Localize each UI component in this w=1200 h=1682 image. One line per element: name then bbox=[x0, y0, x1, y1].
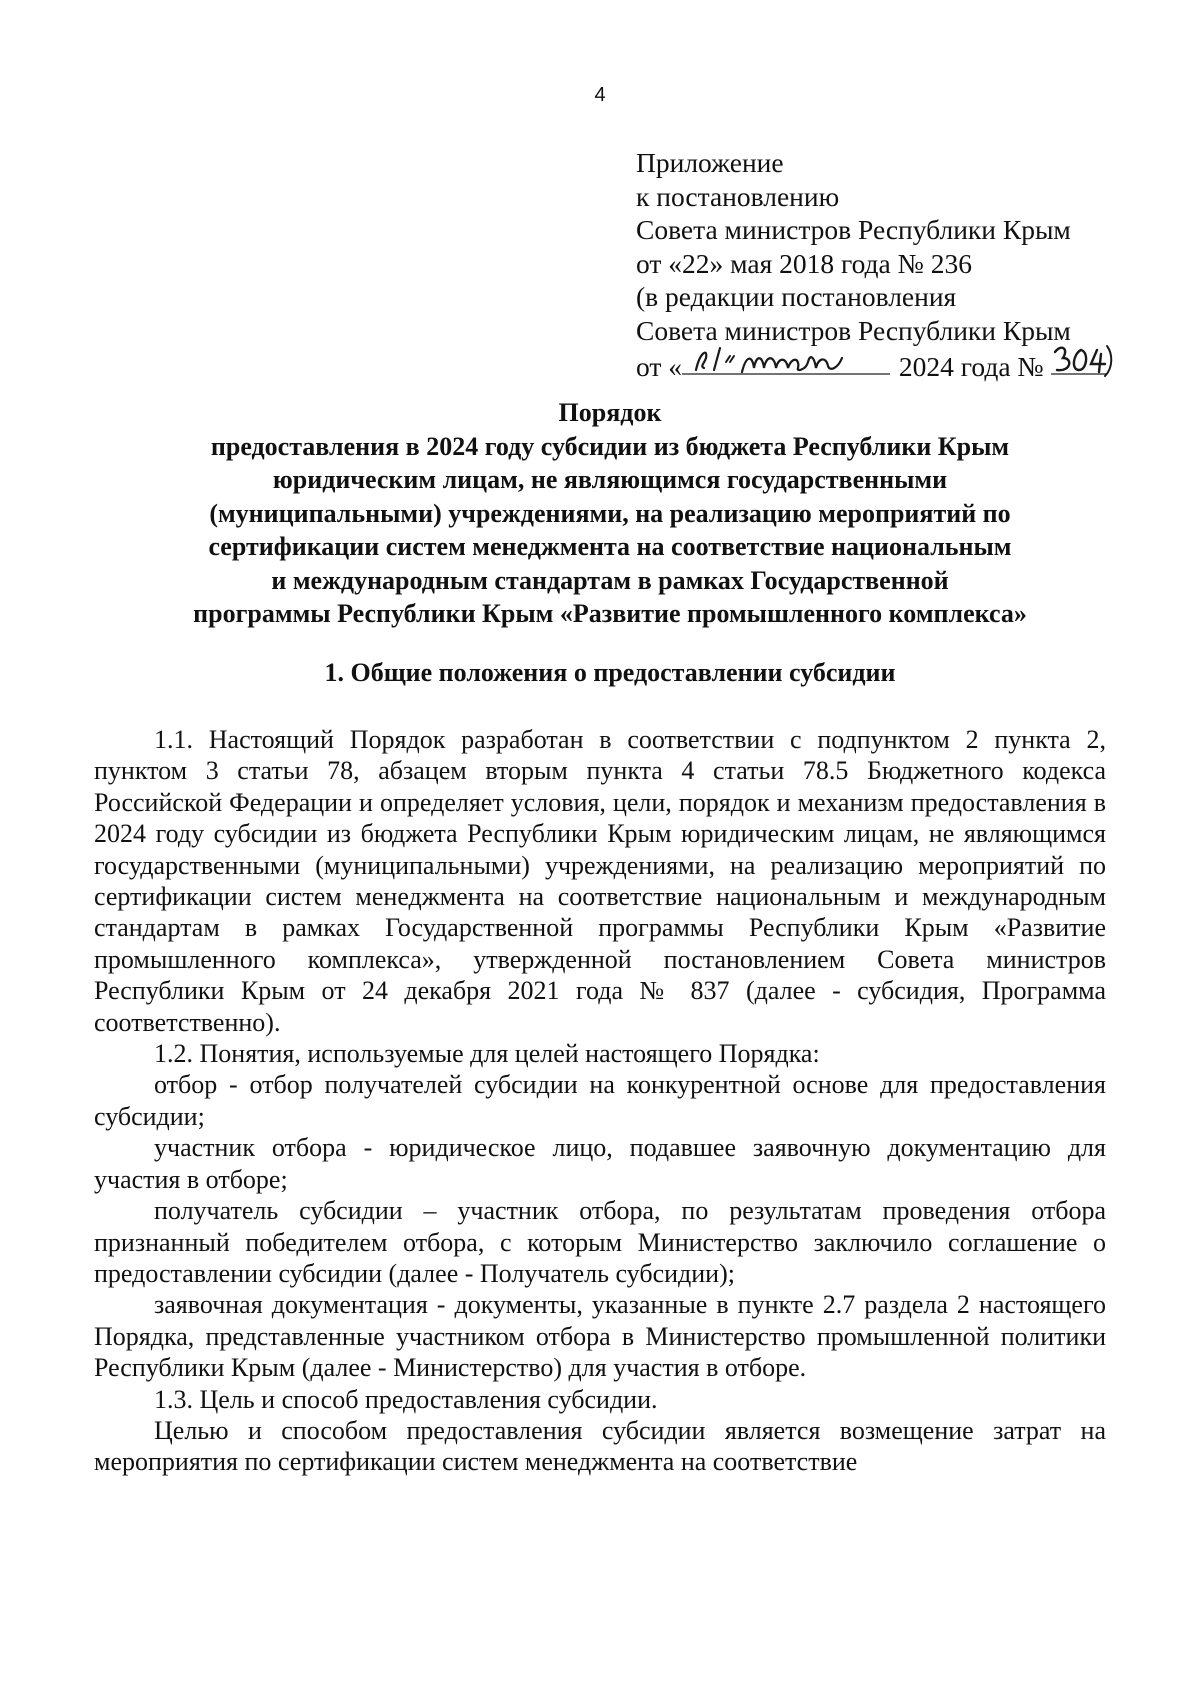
appendix-line-5: (в редакции постановления bbox=[636, 281, 957, 313]
handwritten-number bbox=[1051, 348, 1115, 376]
appendix-year-label: 2024 года № bbox=[898, 350, 1044, 382]
appendix-date-prefix: от « bbox=[636, 350, 683, 382]
handwritten-number-drawing bbox=[1051, 342, 1115, 382]
handwritten-date-drawing bbox=[682, 342, 892, 382]
appendix-line-2: к постановлению bbox=[636, 180, 840, 212]
paragraph: заявочная документация - документы, указанные в пункте 2.7 раздела 2 настоящего Порядка, представленные участником отбора в Министерство промышленной политики Республики Крым (далее - Министерство) для участия в отборе. bbox=[94, 1290, 1106, 1383]
paragraph: 1.2. Понятия, используемые для целей настоящего Порядка: bbox=[154, 1039, 820, 1069]
body-text bbox=[94, 724, 1106, 1478]
paragraph: отбор - отбор получателей субсидии на конкурентной основе для предоставления субсидии; bbox=[94, 1070, 1106, 1131]
paragraph: Целью и способом предоставления субсидии является возмещение затрат на мероприятия по сертификации систем менеджмента на соответствие bbox=[94, 1415, 1106, 1477]
document-title bbox=[110, 396, 1110, 631]
appendix-line-6: Совета министров Республики Крым bbox=[636, 314, 1071, 346]
title-line-7: программы Республики Крым «Развитие промышленного комплекса» bbox=[193, 599, 1027, 628]
paragraph: участник отбора - юридическое лицо, подавшее заявочную документацию для участия в отборе; bbox=[94, 1133, 1106, 1194]
title-line-5: сертификации систем менеджмента на соответствие национальным bbox=[208, 532, 1012, 561]
appendix-line-7 bbox=[636, 348, 1116, 384]
paragraph: 1.3. Цель и способ предоставления субсидии. bbox=[154, 1384, 658, 1414]
title-line-2: предоставления в 2024 году субсидии из бюджета Республики Крым bbox=[210, 431, 1010, 461]
title-line-3: юридическим лицам, не являющимся государственными bbox=[272, 465, 948, 494]
handwritten-date bbox=[682, 348, 892, 376]
page-number: 4 bbox=[594, 84, 606, 106]
section-heading: 1. Общие положения о предоставлении субсидии bbox=[324, 658, 896, 687]
title-line-1: Порядок bbox=[558, 398, 662, 427]
appendix-line-1: Приложение bbox=[636, 147, 784, 178]
appendix-line-4: от «22» мая 2018 года № 236 bbox=[636, 247, 972, 279]
paragraph: 1.1. Настоящий Порядок разработан в соответствии с подпунктом 2 пункта 2, пунктом 3 статьи 78, абзацем вторым пункта 4 статьи 78.5 Бюджетного кодекса Российской Федерации и определяет условия, цели, порядок и механизм предоставления в 2024 году субсидии из бюджета Республики Крым юридическим лицам, не являющимся государственными (муниципальными) учреждениями, на реализацию мероприятий по сертификации систем менеджмента на соответствие национальным и международным стандартам в рамках Государственной программы Республики Крым «Развитие промышленного комплекса», утвержденной постановлением Совета министров Республики Крым от 24 декабря 2021 года № 837 (далее - субсидия, Программа соответственно). bbox=[94, 725, 1106, 1037]
title-line-4: (муниципальными) учреждениями, на реализацию мероприятий по bbox=[209, 498, 1011, 528]
appendix-block bbox=[636, 146, 1116, 383]
paragraph: получатель субсидии – участник отбора, по результатам проведения отбора признанный победителем отбора, с которым Министерство заключило соглашение о предоставлении субсидии (далее - Получатель субсидии); bbox=[94, 1196, 1106, 1288]
title-line-6: и международным стандартам в рамках Государственной bbox=[271, 565, 949, 595]
appendix-line-3: Совета министров Республики Крым bbox=[636, 214, 1071, 246]
